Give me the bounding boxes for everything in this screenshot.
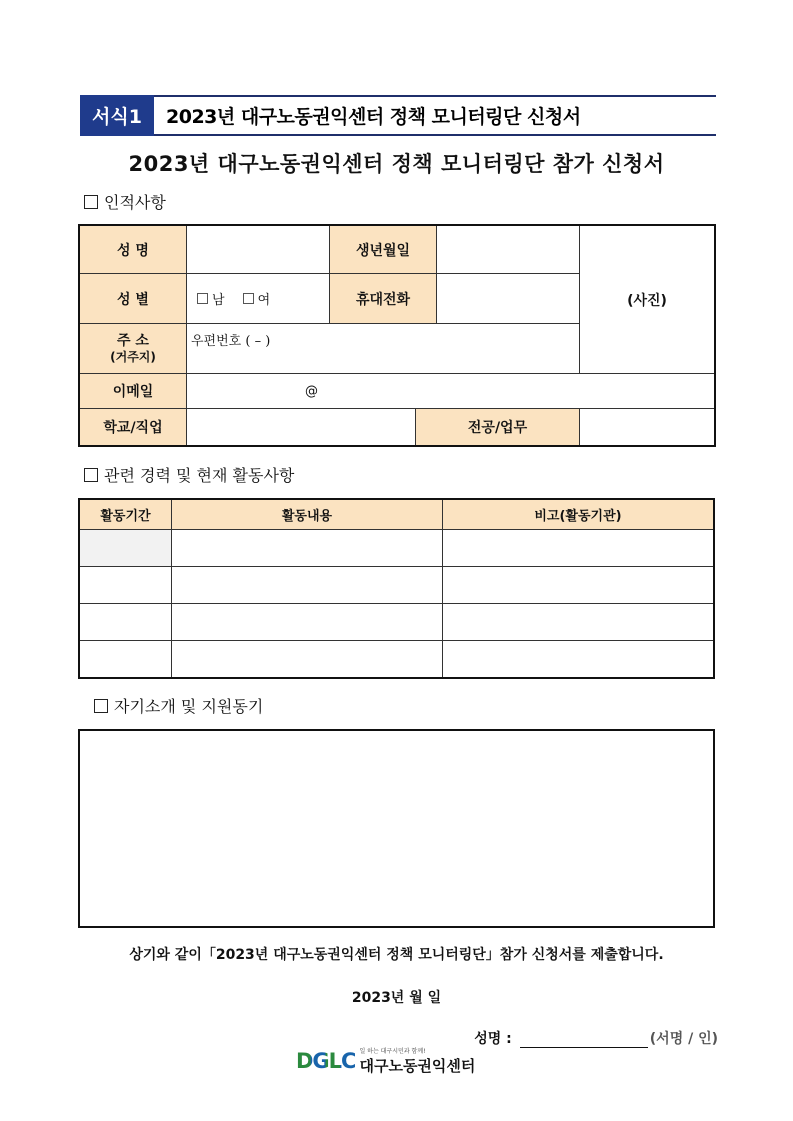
school-field[interactable] [187,409,416,445]
career-row4-period[interactable] [80,641,172,677]
checkbox-square-icon [94,699,108,713]
phone-field[interactable] [437,274,580,324]
center-logo [296,1046,475,1076]
phone-label: 휴대전화 [330,274,437,324]
major-field[interactable] [580,409,714,445]
career-row3-content[interactable] [172,604,443,641]
logo-name: 대구노동권익센터 [359,1057,476,1075]
career-row2-period[interactable] [80,567,172,604]
major-label: 전공/업무 [416,409,580,445]
career-row1-period[interactable] [80,530,172,567]
career-header-content: 활동내용 [172,500,443,530]
gender-label: 성 별 [80,274,187,324]
career-row4-note[interactable] [443,641,713,677]
address-field[interactable]: 우편번호 ( – ) [187,324,580,374]
career-header-period: 활동기간 [80,500,172,530]
male-label: 남 [212,293,225,308]
section-personal-label: 인적사항 [104,193,166,212]
logo-text-group [359,1046,475,1076]
address-label-cell [80,324,187,374]
section-intro [94,694,263,717]
career-row3-period[interactable] [80,604,172,641]
career-row2-content[interactable] [172,567,443,604]
gender-field [187,274,330,324]
address-label: 주 소 [117,332,149,349]
logo-tagline: 일 하는 대구시민과 함께! [359,1048,426,1055]
signature-label: 성명 : [474,1031,512,1047]
section-personal [84,190,166,213]
female-label: 여 [257,293,271,308]
checkbox-square-icon [84,468,98,482]
email-label: 이메일 [80,374,187,409]
school-label: 학교/직업 [80,409,187,445]
section-intro-label: 자기소개 및 지원동기 [114,697,264,716]
dglc-logo-mark: DGLC [296,1048,356,1073]
address-sublabel: (거주지) [110,349,156,364]
name-label: 성 명 [80,226,187,274]
career-row3-note[interactable] [443,604,713,641]
form-badge: 서식1 [80,95,154,136]
page-title: 2023년 대구노동권익센터 정책 모니터링단 참가 신청서 [128,152,665,176]
form-header [80,95,716,136]
section-career [84,463,294,486]
signature-field[interactable] [520,1034,648,1048]
personal-info-table [78,224,716,447]
checkbox-square-icon [84,195,98,209]
career-row2-note[interactable] [443,567,713,604]
statement-text: 상기와 같이「2023년 대구노동권익센터 정책 모니터링단」참가 신청서를 제출합니다. [129,947,664,963]
career-table [78,498,715,679]
email-field[interactable]: @ [187,374,714,409]
career-header-note: 비고(활동기관) [443,500,713,530]
career-row1-content[interactable] [172,530,443,567]
section-career-label: 관련 경력 및 현재 활동사항 [104,466,295,485]
date-line: 2023년 월 일 [351,990,442,1006]
name-field[interactable] [187,226,330,274]
signature-line [474,1028,718,1048]
female-checkbox[interactable] [243,293,254,304]
signature-suffix: (서명 / 인) [649,1031,718,1047]
header-title: 2023년 대구노동권익센터 정책 모니터링단 신청서 [166,106,581,128]
male-checkbox[interactable] [197,293,208,304]
birth-field[interactable] [437,226,580,274]
photo-box: (사진) [580,226,714,374]
birth-label: 생년월일 [330,226,437,274]
intro-textarea[interactable] [78,729,715,928]
career-row4-content[interactable] [172,641,443,677]
career-row1-note[interactable] [443,530,713,567]
